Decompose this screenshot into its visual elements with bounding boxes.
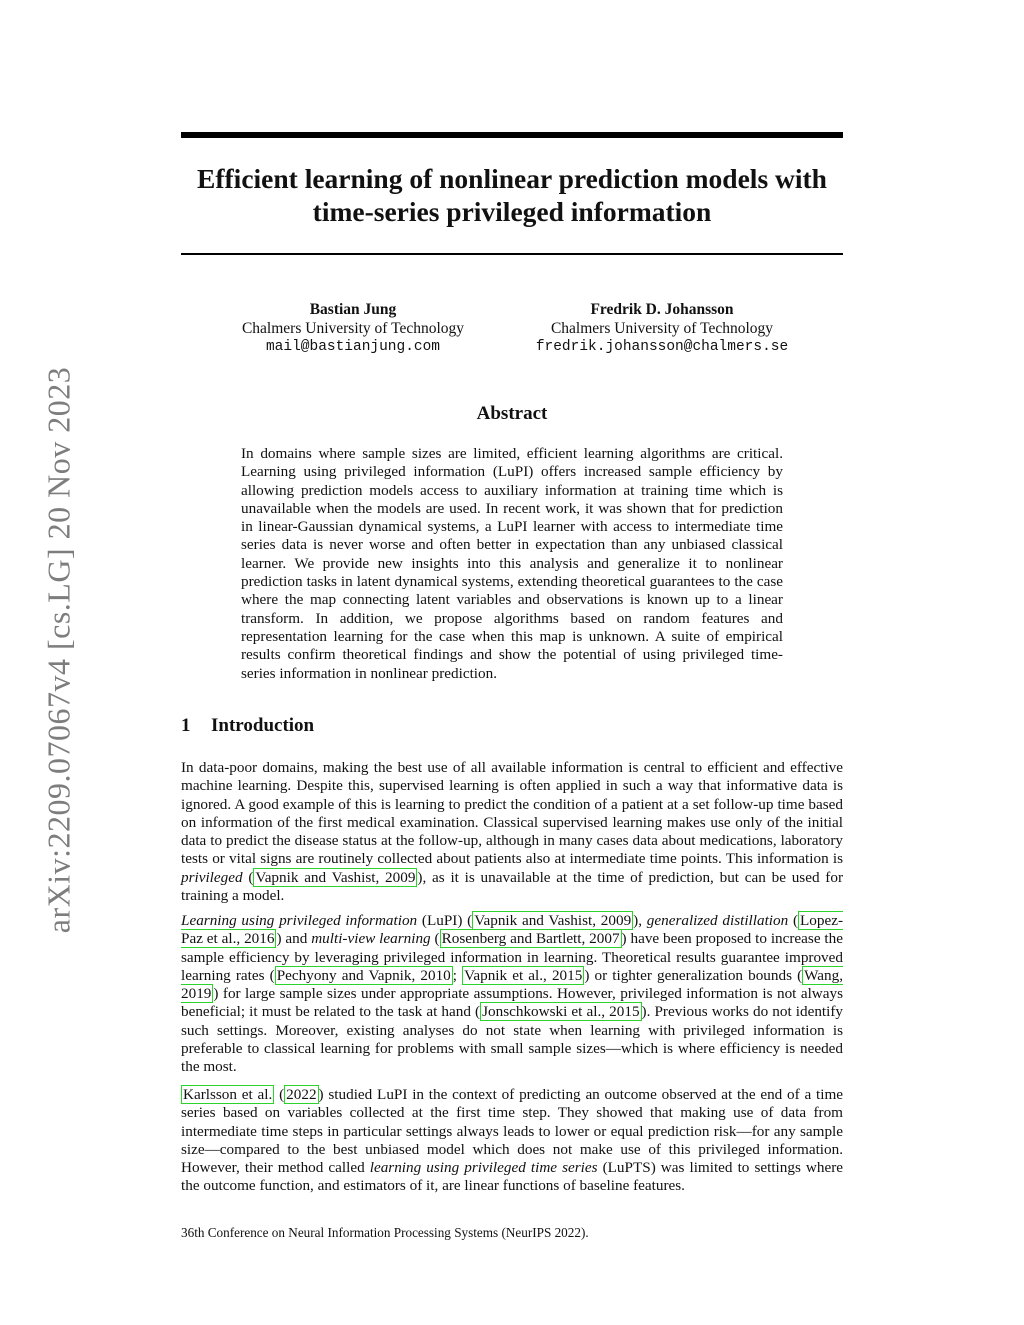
- intro-paragraph-3: Karlsson et al. ( 2022 ) studied LuPI in the context of predicting an outcome observed at the end of a time series based on variables collected at the first time step. They showed that making use of data from intermediate time steps in particular settings always leads to lower or equal prediction risk—for any sample size—compared to the best unbiased model which does not make use of this privileged information. However, their method called learning using privileged time series (LuPTS) was limited to settings where the outcome function, and estimators of it, are linear functions of baseline features.: [181, 1086, 844, 1195]
- citation-link[interactable]: Jonschkowski et al., 2015: [482, 1003, 640, 1021]
- citation-link[interactable]: 2022: [286, 1086, 317, 1103]
- conference-footnote: 36th Conference on Neural Information Processing Systems (NeurIPS 2022).: [181, 1225, 589, 1240]
- citation-link[interactable]: Vapnik and Vashist, 2009: [474, 912, 632, 929]
- emphasis-text: Learning using privileged information: [181, 912, 418, 929]
- emphasis-text: multi-view learning: [311, 930, 431, 948]
- author-affiliation: Chalmers University of Technology: [550, 320, 774, 337]
- intro-paragraph-2: Learning using privileged information (LuPI) ( Vapnik and Vashist, 2009 ), generalized distillation ( Lopez-Paz et al., 2016 ) and multi-view learning ( Rosenberg and Bartlett, 2007 ) have been proposed to increase the sample efficiency by leveraging privileged information in learning. Theoretical results guarantee improved learning rates ( Pechyony and Vapnik, 2010 ; Vapnik et al., 2015 ) or tighter generalization bounds ( Wang, 2019 ) for large sample sizes under appropriate assumptions. However, privileged information is not always beneficial; it must be related to the task at hand ( Jonschkowski et al., 2015 ). Previous works do not identify such settings. Moreover, existing analyses do not state when learning with privileged information is preferable to classical learning for problems with small sample sizes—which is where efficiency is needed the most.: [181, 912, 844, 1076]
- citation-link[interactable]: Rosenberg and Bartlett, 2007: [441, 930, 620, 948]
- author-name: Fredrik D. Johansson: [590, 301, 734, 318]
- section-number: 1: [181, 715, 191, 736]
- citation-link[interactable]: Wang, 2019: [181, 966, 844, 1003]
- emphasis-text: learning using privileged time series: [369, 1159, 598, 1177]
- intro-paragraph-1: In data-poor domains, making the best use of all available information is central to efficient and effective machine learning. Despite this, supervised learning is often applied in such a way that informative data is ignored. A good example of this is learning to predict the condition of a patient at a set follow-up time based on information of the first medical examination. Classical supervised learning makes use only of the initial data to predict the disease status at the follow-up, although in many cases data about medications, laboratory tests or vital signs are routinely collected about patients also at intermediate time points. This information is privileged ( Vapnik and Vashist, 2009 ), as it is unavailable at the time of prediction, but can be used for training a model.: [181, 759, 844, 905]
- abstract-heading: Abstract: [476, 403, 548, 424]
- emphasis-text: privileged: [181, 868, 243, 886]
- section-heading: [181, 715, 314, 737]
- citation-link[interactable]: Lopez-Paz et al., 2016: [181, 912, 844, 948]
- author-block: [522, 300, 802, 357]
- section-title: Introduction: [211, 715, 315, 736]
- emphasis-text: generalized distillation: [646, 912, 789, 929]
- citation-link[interactable]: Karlsson et al.: [183, 1086, 273, 1103]
- citation-link[interactable]: Pechyony and Vapnik, 2010: [276, 966, 451, 984]
- author-email: mail@bastianjung.com: [265, 339, 441, 355]
- author-affiliation: Chalmers University of Technology: [241, 320, 465, 337]
- paragraph-text: In data-poor domains, making the best use of all available information is central to efficient and effective machine learning. Despite this, supervised learning is often applied in such a way that informative data is ignored. A good example of this is learning to predict the condition of a patient at a set follow-up time based on information of the first medical examination. Classical supervised learning makes use only of the initial data to predict the disease status at the follow-up, although in many cases data about medications, laboratory tests or vital signs are routinely collected about patients also at intermediate time points. This information is: [181, 759, 843, 868]
- paper-title: Efficient learning of nonlinear prediction models with time-series privileged information: [197, 163, 827, 227]
- author-email: fredrik.johansson@chalmers.se: [535, 339, 789, 355]
- paragraph-text: as it is unavailable at the time of prediction, but can be used for training a model.: [181, 868, 844, 905]
- author-block: [222, 300, 484, 357]
- citation-link[interactable]: Vapnik and Vashist, 2009: [255, 868, 416, 886]
- citation-link[interactable]: Vapnik et al., 2015: [464, 966, 583, 984]
- author-name: Bastian Jung: [309, 301, 397, 318]
- arxiv-identifier-stamp: arXiv:2209.07067v4 [cs.LG] 20 Nov 2023: [40, 366, 77, 934]
- title-top-rule: [181, 132, 843, 138]
- title-bottom-rule: [181, 253, 843, 255]
- abstract-text: In domains where sample sizes are limited, efficient learning algorithms are critical. Learning using privileged information (LuPI) offers increased sample efficiency by allowing prediction models access to auxiliary information at training time which is unavailable when the models are used. In recent work, it was shown that for prediction in linear-Gaussian dynamical systems, a LuPI learner with access to intermediate time series data is never worse and often better in expectation than any unbiased classical learner. We provide new insights into this analysis and generalize it to nonlinear prediction tasks in latent dynamical systems, extending theoretical guarantees to the case where the map connecting latent variables and observations is known up to a linear transform. In addition, we propose algorithms based on random features and representation learning for the case when this map is unknown. A suite of empirical results confirm theoretical findings and show the potential of using privileged time-series information in nonlinear prediction.: [241, 445, 783, 682]
